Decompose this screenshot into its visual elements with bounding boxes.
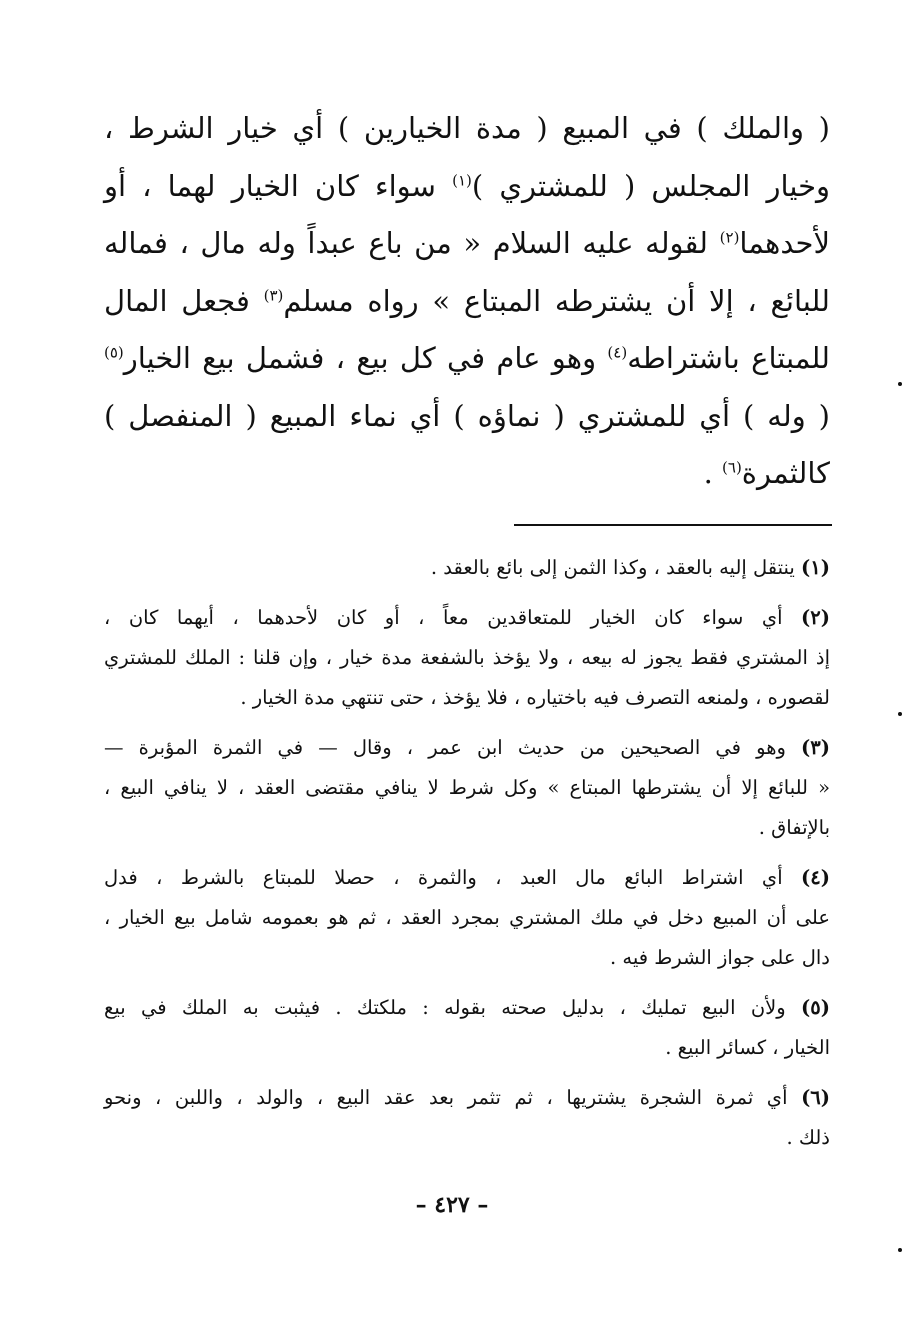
scan-speck [898, 712, 902, 716]
footnote-ref-6[interactable]: (٦) [722, 458, 742, 477]
footnote-ref-5[interactable]: (٥) [104, 343, 124, 362]
footnote-line: (٥) ولأن البيع تمليك ، بدليل صحته بقوله : ملكتك . فيثبت به الملك في بيع [104, 996, 830, 1019]
footnote-line: الخيار ، كسائر البيع . [665, 1036, 830, 1059]
footnote-line: ذلك . [786, 1126, 830, 1149]
footnote-line: « للبائع إلا أن يشترطها المبتاع » وكل شرط لا ينافي مقتضى العقد ، لا ينافي البيع ، [104, 776, 830, 799]
main-line-5: للمبتاع باشتراطه$^{(٤)}$ وهو عام في كل بيع ، فشمل بيع الخيار$^{(٥)}$ [104, 341, 830, 375]
main-line-4: للبائع ، إلا أن يشترطه المبتاع » رواه مسلم$^{(٣)}$ فجعل المال [104, 283, 830, 318]
footnote-separator [514, 524, 832, 526]
footnote-number: (١) [801, 556, 830, 579]
footnote-line: (٤) أي اشتراط البائع مال العبد ، والثمرة ، حصلا للمبتاع بالشرط ، فدل [104, 866, 830, 889]
footnotes [104, 548, 830, 1168]
footnote-line: (٣) وهو في الصحيحين من حديث ابن عمر ، وقال — في الثمرة المؤبرة — [104, 736, 830, 759]
footnote-3 [104, 728, 830, 848]
footnote-number: (٤) [801, 866, 830, 889]
footnote-line: (٢) أي سواء كان الخيار للمتعاقدين معاً ، أو كان لأحدهما ، أيهما كان ، [104, 606, 830, 629]
footnote-ref-1[interactable]: (١) [452, 170, 472, 189]
footnote-ref-2[interactable]: (٢) [719, 228, 740, 247]
footnote-line: دال على جواز الشرط فيه . [610, 946, 830, 969]
scan-speck [898, 382, 902, 386]
main-line-2: وخيار المجلس ( للمشتري )$^{(١)}$ سواء كان الخيار لهما ، أو [104, 168, 830, 203]
footnote-line: (٦) أي ثمرة الشجرة يشتريها ، ثم تثمر بعد عقد البيع ، والولد ، واللبن ، ونحو [104, 1086, 831, 1109]
main-line-1: ( والملك ) في المبيع ( مدة الخيارين ) أي خيار الشرط ، [104, 111, 830, 145]
footnote-2 [104, 598, 830, 718]
main-line-7: كالثمرة$^{(٦)}$ . [703, 456, 830, 490]
footnote-number: (٢) [801, 606, 830, 629]
main-line-3: لأحدهما$^{(٢)}$ لقوله عليه السلام « من باع عبداً وله مال ، فماله [104, 226, 831, 260]
footnote-line: لقصوره ، ولمنعه التصرف فيه باختياره ، فلا يؤخذ ، حتى تنتهي مدة الخيار . [240, 686, 830, 709]
footnote-ref-3[interactable]: (٣) [263, 285, 284, 304]
footnote-6 [104, 1078, 830, 1158]
page-number: – ٤٢٧ – [415, 1192, 489, 1218]
footnote-number: (٣) [801, 736, 830, 759]
footnote-4 [104, 858, 830, 978]
footnote-line: (١) ينتقل إليه بالعقد ، وكذا الثمن إلى بائع بالعقد . [430, 556, 830, 579]
footnote-1 [104, 548, 830, 588]
footnote-line: إذ المشتري فقط يجوز له بيعه ، ولا يؤخذ بالشفعة مدة خيار ، وإن قلنا : الملك للمشتري [104, 646, 830, 669]
footnote-ref-4[interactable]: (٤) [607, 343, 628, 362]
footnote-5 [104, 988, 830, 1068]
footnote-line: بالإتفاق . [758, 816, 830, 839]
footnote-number: (٥) [801, 996, 830, 1019]
scan-speck [898, 1248, 902, 1252]
footnote-line: على أن المبيع دخل في ملك المشتري بمجرد العقد ، ثم هو بعمومه شامل بيع الخيار ، [104, 906, 830, 929]
main-line-6: ( وله ) أي للمشتري ( نماؤه ) أي نماء المبيع ( المنفصل ) [104, 398, 830, 433]
footnote-number: (٦) [801, 1086, 831, 1109]
main-text [104, 100, 830, 503]
